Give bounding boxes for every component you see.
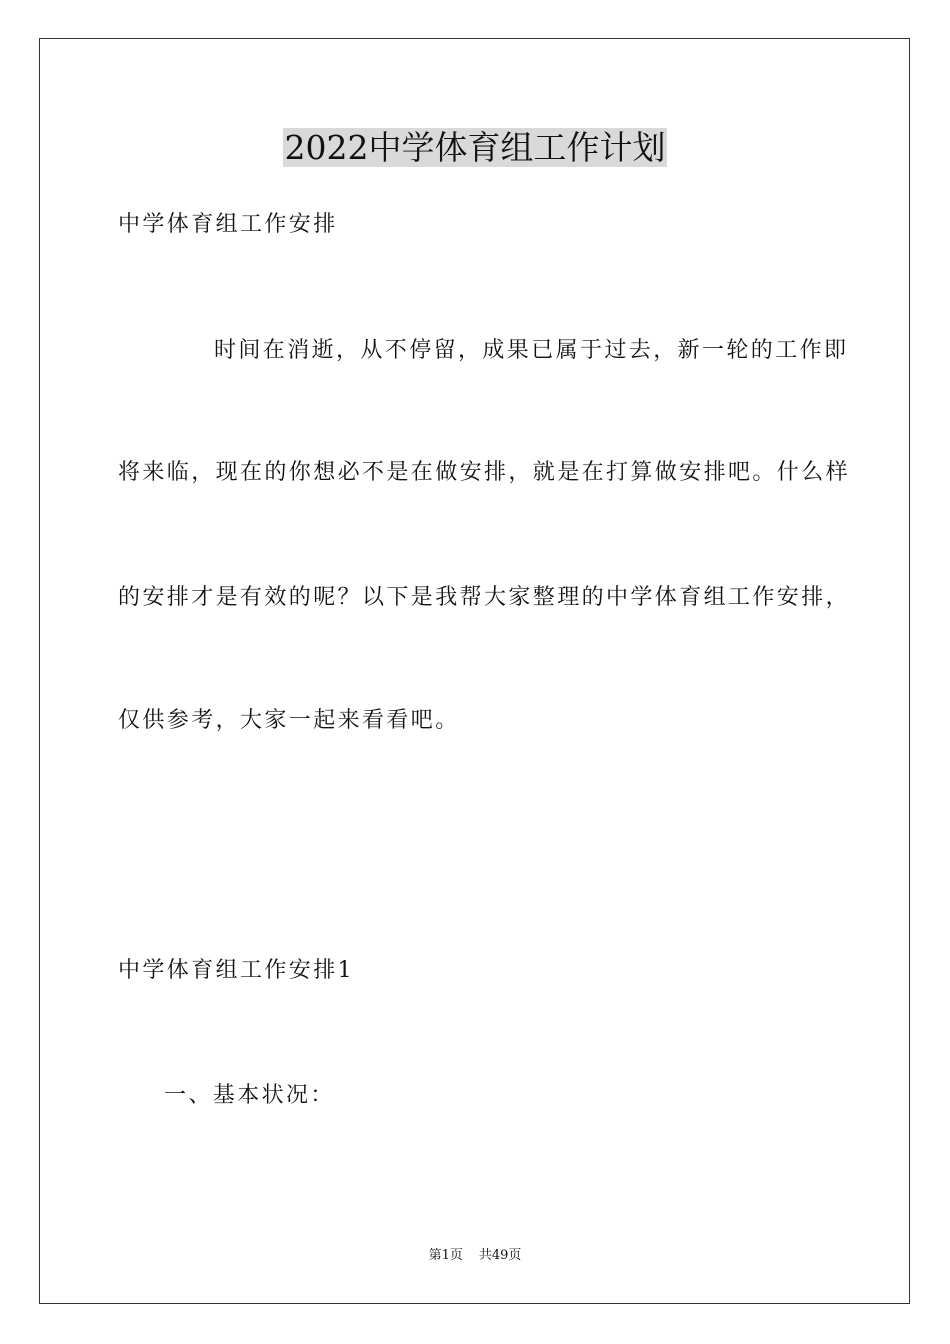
document-title: [0, 126, 950, 170]
intro-paragraph-line-2: 将来临，现在的你想必不是在做安排，就是在打算做安排吧。什么样: [118, 460, 851, 485]
document-title-text: 2022中学体育组工作计划: [284, 128, 666, 167]
document-subtitle: 中学体育组工作安排: [118, 212, 338, 237]
section-heading: 中学体育组工作安排1: [118, 958, 354, 983]
intro-paragraph-line-3: 的安排才是有效的呢？以下是我帮大家整理的中学体育组工作安排，: [118, 585, 851, 610]
page-footer: [0, 1247, 950, 1265]
subsection-heading: 一、基本状况：: [164, 1083, 335, 1108]
page-total: 共49页: [478, 1248, 522, 1263]
intro-paragraph-line-1: 时间在消逝，从不停留，成果已属于过去，新一轮的工作即: [214, 338, 849, 363]
page-number: 第1页: [428, 1248, 463, 1263]
intro-paragraph-line-4: 仅供参考，大家一起来看看吧。: [118, 708, 460, 733]
